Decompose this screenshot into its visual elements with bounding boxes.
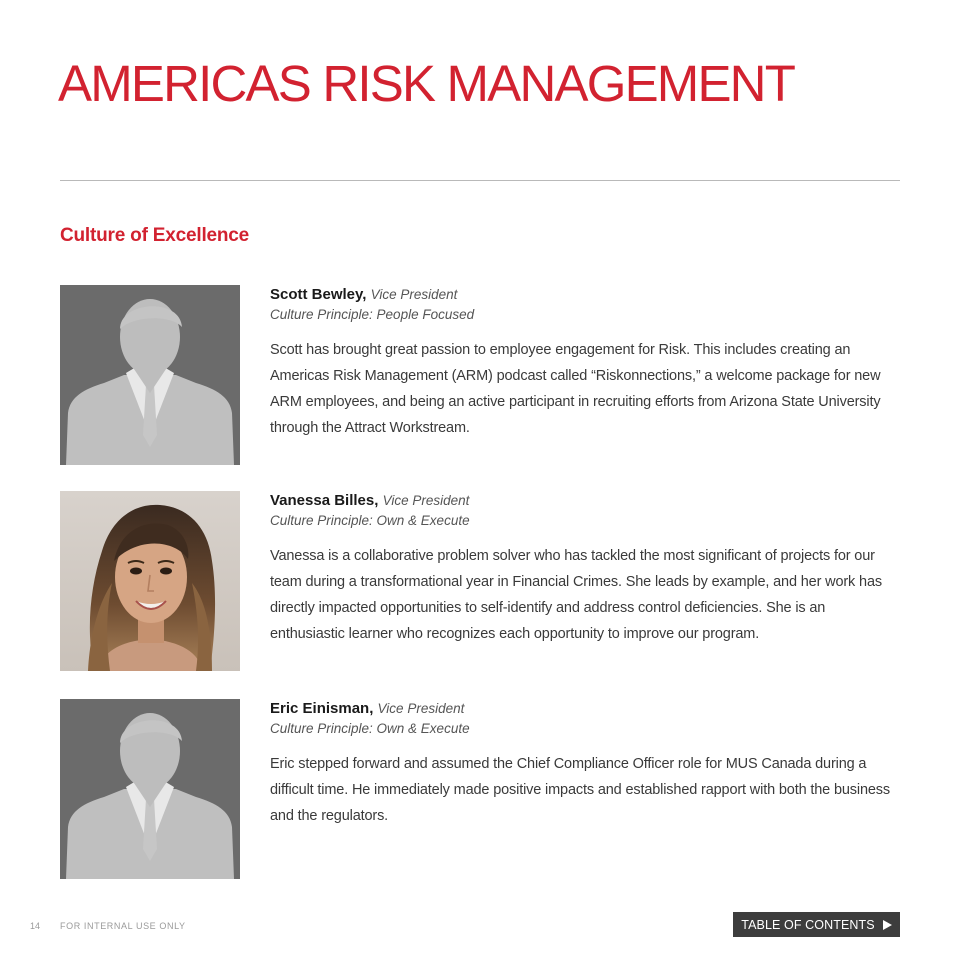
play-arrow-icon [883,920,892,930]
page-title: AMERICAS RISK MANAGEMENT [58,55,795,112]
page-number: 14 [30,921,41,931]
table-of-contents-button[interactable] [733,912,900,937]
person-name: Scott Bewley, [270,286,367,303]
culture-principle: Culture Principle: Own & Execute [270,721,470,736]
person-title: Vice President [377,701,465,716]
person-bio: Scott has brought great passion to employee engagement for Risk. This includes creating an Americas Risk Management (ARM) podcast called “Riskonnections,” a welcome package for new ARM employees, and being an active participant in recruiting efforts from Arizona State University through the Attract Workstream. [270,342,881,436]
title-divider [60,180,900,181]
culture-principle: Culture Principle: Own & Execute [270,513,470,528]
person-name: Vanessa Billes, [270,492,379,509]
person-bio: Vanessa is a collaborative problem solver who has tackled the most significant of projects for our team during a transformational year in Financial Crimes. She leads by example, and her work has directly impacted opportunities to self-identify and address control deficiencies. She is an enthusiastic learner who recognizes each opportunity to improve our program. [270,548,882,642]
culture-principle: Culture Principle: People Focused [270,307,475,322]
portrait-photo [60,491,240,671]
placeholder-silhouette-icon [60,699,240,879]
placeholder-silhouette-icon [60,285,240,465]
section-heading: Culture of Excellence [60,225,250,246]
person-name: Eric Einisman, [270,700,374,717]
toc-label: TABLE OF CONTENTS [741,917,875,932]
internal-use-note: FOR INTERNAL USE ONLY [60,921,186,931]
person-title: Vice President [382,493,470,508]
person-bio: Eric stepped forward and assumed the Chief Compliance Officer role for MUS Canada during a difficult time. He immediately made positive impacts and established rapport with both the business and the regulators. [270,756,890,824]
person-title: Vice President [370,287,458,302]
